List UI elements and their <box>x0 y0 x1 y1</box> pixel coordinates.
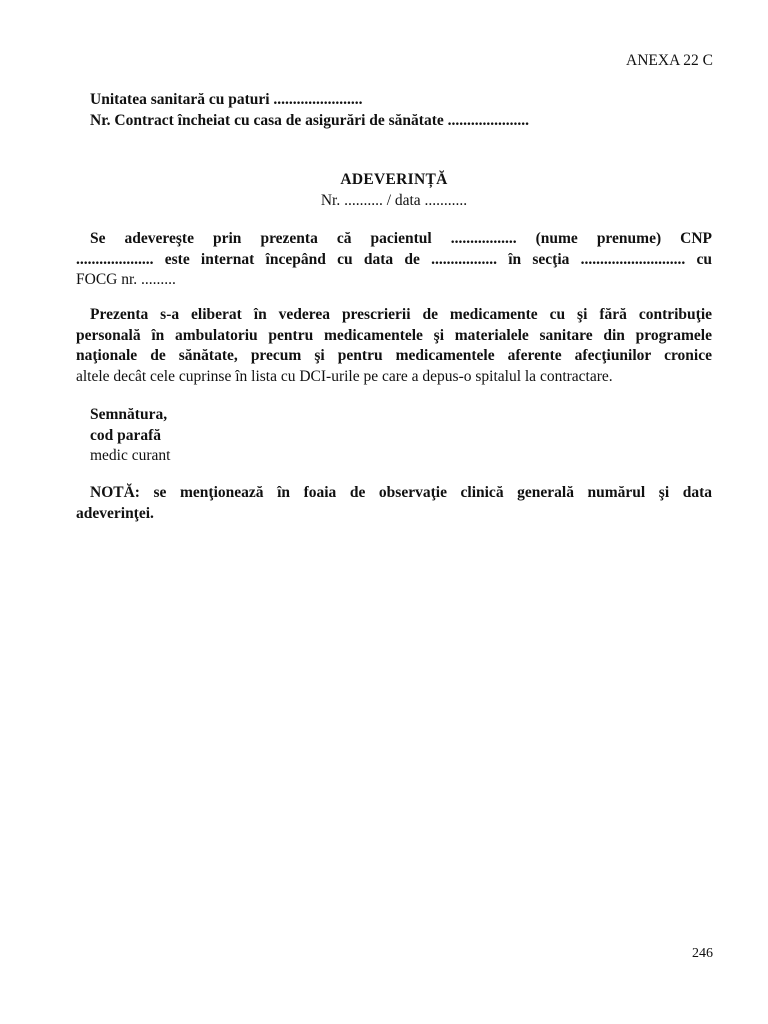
contract-number-line: Nr. Contract încheiat cu casa de asigurări de sănătate ..................... <box>90 111 529 129</box>
annex-label: ANEXA 22 C <box>626 52 713 69</box>
purpose-paragraph <box>76 305 712 387</box>
paragraph1-line1: Se adevereşte prin prezenta că pacientul ................. (nume prenume) CNP <box>90 230 712 247</box>
paragraph2-line3: naţionale de sănătate, precum şi pentru medicamentele aferente afecţiunilor cronice <box>76 347 712 364</box>
note-line2: adeverinţei. <box>76 504 154 522</box>
hospital-unit-line: Unitatea sanitară cu paturi ....................... <box>90 91 363 108</box>
attending-doctor-label: medic curant <box>90 447 171 464</box>
paragraph2-line2: personală în ambulatoriu pentru medicamentele şi materialele sanitare din programele <box>76 326 712 344</box>
document-number-line: Nr. .......... / data ........... <box>320 191 468 209</box>
note-line1: NOTĂ: se menţionează în foaia de observaţie clinică generală numărul şi data <box>90 484 712 501</box>
page-number: 246 <box>692 946 713 961</box>
note-block <box>76 483 712 524</box>
header-block <box>90 90 650 131</box>
paragraph1-line3: FOCG nr. ......... <box>76 271 176 288</box>
paragraph2-line1: Prezenta s-a eliberat în vederea prescrierii de medicamente cu şi fără contribuţie <box>90 306 712 323</box>
document-title: ADEVERINȚĂ <box>340 171 448 188</box>
signature-label: Semnătura, <box>90 406 168 423</box>
stamp-code-label: cod parafă <box>90 426 162 444</box>
signature-block <box>90 405 390 467</box>
paragraph2-line4: altele decât cele cuprinse în lista cu DCI-urile pe care a depus-o spitalul la contractare. <box>76 367 613 385</box>
title-block <box>76 170 712 211</box>
certification-paragraph <box>76 229 712 291</box>
paragraph1-line2: .................... este internat începând cu data de ................. în secţia ........................... cu <box>76 250 712 268</box>
